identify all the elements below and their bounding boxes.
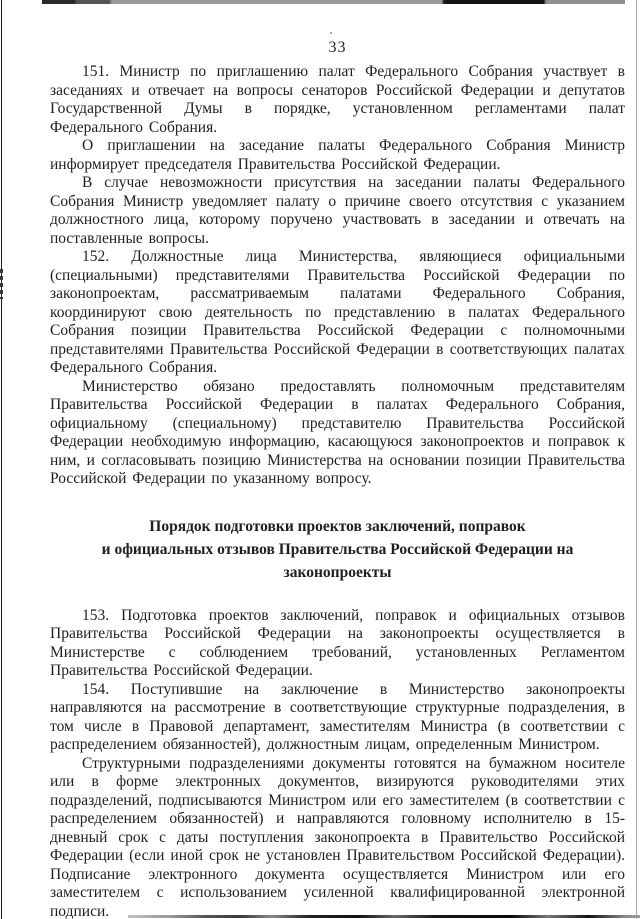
scan-edge-right-artifact bbox=[636, 0, 637, 919]
page-number: 33 bbox=[328, 39, 347, 56]
scan-edge-top-artifact bbox=[42, 0, 625, 4]
paragraph-151-invitation: О приглашении на заседание палаты Федерального Собрания Министр информирует председателя Правительства Российской Федерации. bbox=[50, 137, 625, 173]
paragraph-154: 154. Поступившие на заключение в Министерство законопроекты направляются на рассмотрение в соответствующие структурные подразделения, в том числе в Правовой департамент, заместителям Министра (в соответствии с распределением обязанностей), должностным лицам, определенным Министром. bbox=[50, 680, 625, 753]
section-heading-line-2: и официальных отзывов Правительства Российской Федерации на bbox=[101, 540, 574, 558]
scan-speck-artifact bbox=[330, 32, 332, 34]
section-heading-line-3: законопроекты bbox=[283, 563, 392, 581]
paragraph-151-absence: В случае невозможности присутствия на заседании палаты Федерального Собрания Министр уведомляет палату о причине своего отсутствия с указанием должностного лица, которому поручено участвовать в заседании и отвечать на поставленные вопросы. bbox=[50, 174, 625, 247]
paragraph-153: 153. Подготовка проектов заключений, поправок и официальных отзывов Правительства Российской Федерации на законопроекты осуществляется в Министерстве с соблюдением требований, установленных Регламентом Правительства Российской Федерации. bbox=[50, 606, 625, 679]
paragraph-152-ministry-duty: Министерство обязано предоставлять полномочным представителям Правительства Российской Федерации в палатах Федерального Собрания, официальному (специальному) представителю Правительства Российской Федерации необходимую информацию, касающуюся законопроектов и поправок к ним, и согласовывать позицию Министерства на основании позиции Правительства Российской Федерации по указанному вопросу. bbox=[50, 377, 625, 487]
scan-edge-left-dashes-artifact bbox=[0, 269, 3, 299]
paragraph-151: 151. Министр по приглашению палат Федерального Собрания участвует в заседаниях и отвечает на вопросы сенаторов Российской Федерации и депутатов Государственной Думы в порядке, установленном регламентами палат Федерального Собрания. bbox=[50, 63, 625, 136]
paragraph-152: 152. Должностные лица Министерства, являющиеся официальными (специальными) представителями Правительства Российской Федерации по законопроектам, рассматриваемым палатами Федерального Собрания, координируют свою деятельность по представлению в палатах Федерального Собрания позиции Правительства Российской Федерации с полномочными представителями Правительства Российской Федерации в соответствующих палатах Федерального Собрания. bbox=[50, 248, 625, 376]
document-body bbox=[50, 63, 625, 919]
scan-edge-left-artifact bbox=[1, 0, 2, 919]
section-heading-line-1: Порядок подготовки проектов заключений, поправок bbox=[149, 517, 526, 535]
section-heading bbox=[50, 515, 625, 584]
document-content bbox=[50, 38, 625, 919]
paragraph-154-structural-units: Структурными подразделениями документы готовятся на бумажном носителе или в форме электронных документов, визируются руководителями этих подразделений, подписываются Министром или его заместителем (в соответствии с распределением обязанностей) и направляются головному исполнителю в 15-дневный срок с даты поступления законопроекта в Правительство Российской Федерации (если иной срок не установлен Правительством Российской Федерации). Подписание электронного документа осуществляется Министром или его заместителем с использованием усиленной квалифицированной электронной подписи. bbox=[50, 754, 625, 919]
